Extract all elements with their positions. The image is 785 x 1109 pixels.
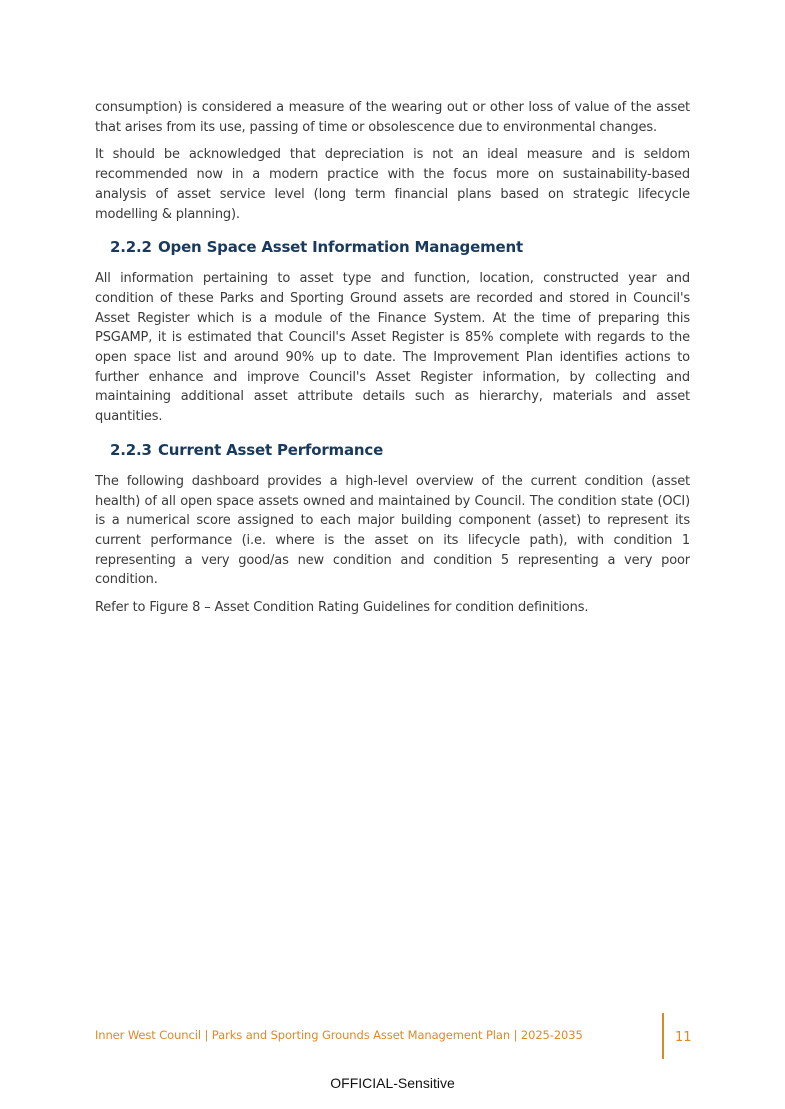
- paragraph-asset-performance: The following dashboard provides a high-level overview of the current condition (asset health) of all open space assets owned and maintained by Council. The condition state (OCI) is a numerical score assigned to each major building component (asset) to represent its current performance (i.e. where is the asset on its lifecycle path), with condition 1 representing a very good/as new condition and condition 5 representing a very poor condition.: [95, 473, 690, 588]
- paragraph-refer-figure: Refer to Figure 8 – Asset Condition Rating Guidelines for condition definitions.: [95, 600, 589, 616]
- section-number: 2.2.2: [110, 238, 152, 257]
- section-heading-2-2-2: [110, 238, 690, 256]
- section-number: 2.2.3: [110, 440, 152, 459]
- section-heading-2-2-3: [110, 441, 690, 459]
- section-title: Current Asset Performance: [158, 440, 384, 459]
- page-number: 11: [675, 1030, 692, 1045]
- paragraph-depreciation-note: It should be acknowledged that depreciation is not an ideal measure and is seldom recommended now in a modern practice with the focus more on sustainability-based analysis of asset service level (long term financial plans based on strategic lifecycle modelling & planning).: [95, 147, 690, 222]
- footer-divider: [662, 1013, 664, 1059]
- page-content: [95, 98, 690, 626]
- classification-label: OFFICIAL-Sensitive: [330, 1075, 455, 1091]
- paragraph-asset-information: All information pertaining to asset type and function, location, constructed year and condition of these Parks and Sporting Ground assets are recorded and stored in Council's Asset Register which is a module of the Finance System. At the time of preparing this PSGAMP, it is estimated that Council's Asset Register is 85% complete with regards to the open space list and around 90% up to date. The Improvement Plan identifies actions to further enhance and improve Council's Asset Register information, by collecting and maintaining additional asset attribute details such as hierarchy, materials and asset quantities.: [95, 271, 690, 425]
- paragraph-depreciation-continued: consumption) is considered a measure of the wearing out or other loss of value of the asset that arises from its use, passing of time or obsolescence due to environmental changes.: [95, 100, 690, 135]
- section-title: Open Space Asset Information Management: [158, 238, 523, 257]
- footer-text: Inner West Council | Parks and Sporting Grounds Asset Management Plan | 2025-2035: [95, 1028, 583, 1042]
